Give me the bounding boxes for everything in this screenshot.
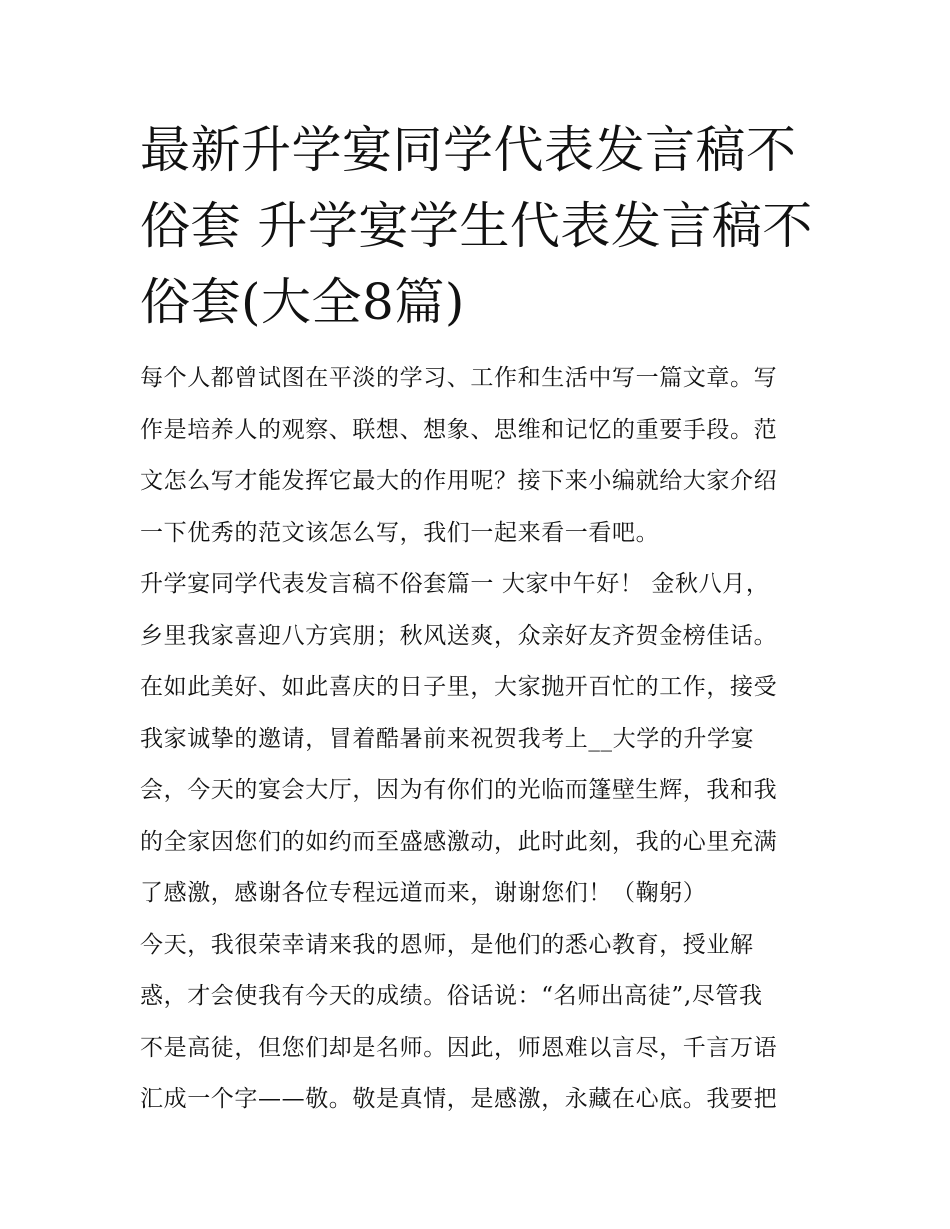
body-line-3: 文怎么写才能发挥它最大的作用呢？接下来小编就给大家介绍 <box>140 468 778 494</box>
body-line-14: 不是高徒，但您们却是名师。因此，师恩难以言尽，千言万语 <box>140 1034 778 1061</box>
body-line-9: 会，今天的宴会大厅，因为有你们的光临而篷壁生辉，我和我 <box>140 777 778 803</box>
body-line-10: 的全家因您们的如约而至盛感激动，此时此刻，我的心里充满 <box>140 828 778 855</box>
body-line-7: 在如此美好、如此喜庆的日子里，大家抛开百忙的工作，接受 <box>140 674 778 700</box>
body-line-12: 今天，我很荣幸请来我的恩师，是他们的悉心教育，授业解 <box>140 931 754 958</box>
body-line-5: 升学宴同学代表发言稿不俗套篇一 大家中午好！ 金秋八月， <box>140 571 770 597</box>
body-line-2: 作是培养人的观察、联想、想象、思维和记忆的重要手段。范 <box>140 416 778 443</box>
body-line-4: 一下优秀的范文该怎么写，我们一起来看一看吧。 <box>140 519 660 546</box>
body-line-1: 每个人都曾试图在平淡的学习、工作和生活中写一篇文章。写 <box>140 365 778 391</box>
body-line-6: 乡里我家喜迎八方宾朋；秋风送爽，众亲好友齐贺金榜佳话。 <box>140 622 778 649</box>
body-line-15: 汇成一个字——敬。敬是真情，是感激，永藏在心底。我要把 <box>140 1086 778 1112</box>
title-line-2: 俗套 升学宴学生代表发言稿不 <box>140 197 813 255</box>
body-line-8: 我家诚挚的邀请，冒着酷暑前来祝贺我考上__大学的升学宴 <box>140 725 755 752</box>
title-line-1: 最新升学宴同学代表发言稿不 <box>140 121 797 179</box>
title-line-3: 俗套(大全8篇) <box>140 273 465 331</box>
body-line-11: 了感激，感谢各位专程远道而来，谢谢您们！（鞠躬） <box>140 880 707 906</box>
body-line-13: 惑，才会使我有今天的成绩。俗话说：“名师出高徒”,尽管我 <box>140 983 763 1009</box>
document-body <box>140 353 820 1126</box>
document-title <box>140 112 820 340</box>
